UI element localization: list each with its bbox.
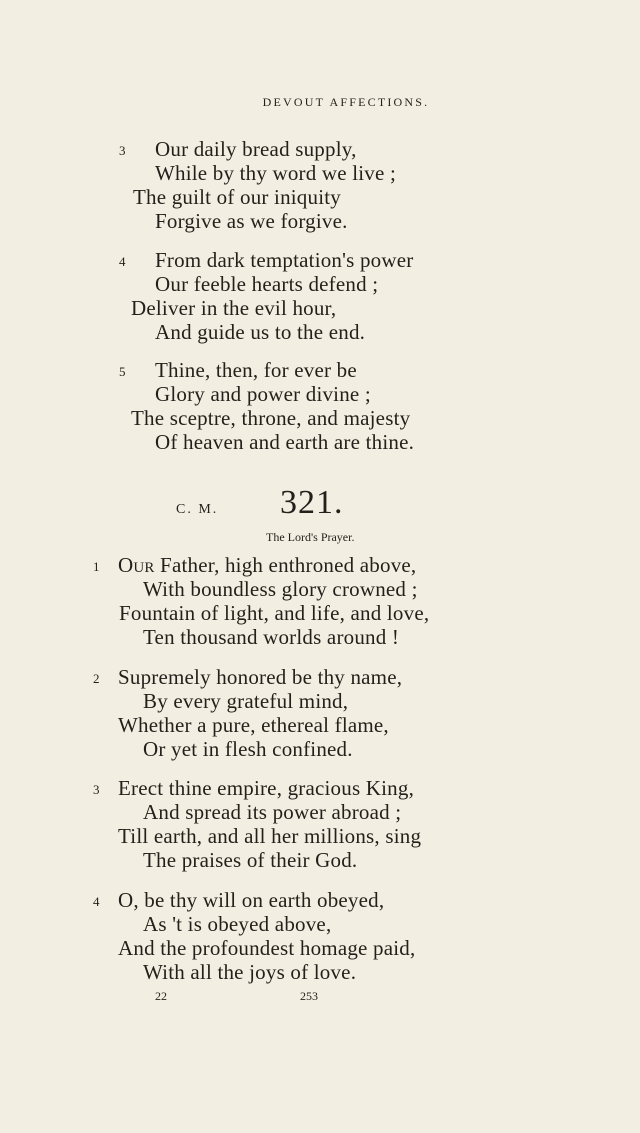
stanza-number: 3	[119, 143, 126, 158]
verse-line: As 't is obeyed above,	[143, 912, 332, 936]
verse-line: Whether a pure, ethereal flame,	[118, 713, 389, 737]
stanza-number: 1	[93, 559, 100, 574]
verse-line: By every grateful mind,	[143, 689, 349, 713]
verse-line	[118, 553, 416, 577]
stanza-number: 5	[119, 364, 126, 379]
verse-line: From dark temptation's power	[155, 248, 414, 272]
verse-line: Fountain of light, and life, and love,	[119, 601, 430, 625]
verse-line: While by thy word we live ;	[155, 161, 397, 185]
verse-line: Forgive as we forgive.	[155, 209, 348, 233]
verse-line: Glory and power divine ;	[155, 382, 371, 406]
hymn-title: The Lord's Prayer.	[266, 530, 355, 544]
running-title: DEVOUT AFFECTIONS.	[262, 95, 430, 109]
hymn-meter: C. M.	[176, 502, 219, 517]
verse-line: Till earth, and all her millions, sing	[118, 824, 422, 848]
stanza-number: 2	[93, 671, 100, 686]
verse-line-rest: Father, high enthroned above,	[154, 553, 417, 577]
signature-mark: 22	[155, 989, 167, 1003]
verse-line: With boundless glory crowned ;	[143, 577, 418, 601]
verse-line: And guide us to the end.	[155, 320, 366, 344]
verse-line: Ten thousand worlds around !	[143, 625, 400, 649]
verse-line: With all the joys of love.	[143, 960, 357, 984]
first-word: Our	[118, 553, 155, 577]
verse-line: Our feeble hearts defend ;	[155, 272, 379, 296]
verse-line: And spread its power abroad ;	[143, 800, 402, 824]
verse-line: Erect thine empire, gracious King,	[118, 776, 415, 800]
verse-line: And the profoundest homage paid,	[118, 936, 416, 960]
verse-line: The praises of their God.	[143, 848, 358, 872]
page-number: 253	[300, 989, 318, 1003]
verse-line: The guilt of our iniquity	[133, 185, 341, 209]
stanza-number: 4	[93, 894, 100, 909]
verse-line: Our daily bread supply,	[155, 137, 357, 161]
verse-line: Or yet in flesh confined.	[143, 737, 353, 761]
verse-line: Of heaven and earth are thine.	[155, 430, 415, 454]
verse-line: The sceptre, throne, and majesty	[131, 406, 411, 430]
verse-line: Deliver in the evil hour,	[131, 296, 337, 320]
hymn-number: 321.	[280, 484, 344, 521]
verse-line: Supremely honored be thy name,	[118, 665, 403, 689]
stanza-number: 3	[93, 782, 100, 797]
verse-line: Thine, then, for ever be	[155, 358, 357, 382]
verse-line: O, be thy will on earth obeyed,	[118, 888, 385, 912]
stanza-number: 4	[119, 254, 126, 269]
